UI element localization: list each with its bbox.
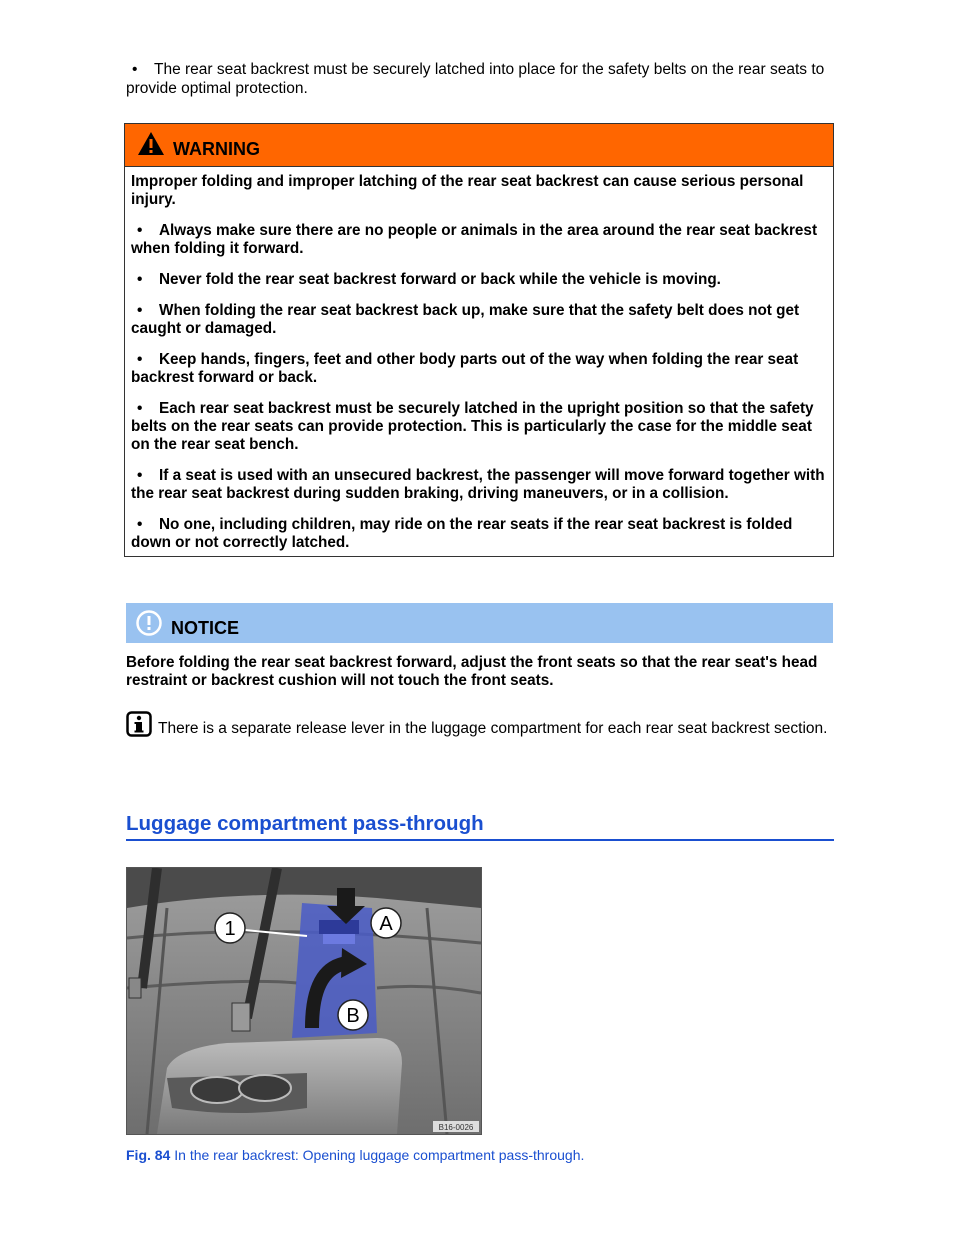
warning-item: • Keep hands, fingers, feet and other body parts out of the way when folding the rear seat backrest forward or back. [131,351,799,386]
figure-label: Fig. 84 [126,1147,171,1163]
svg-text:A: A [379,913,393,935]
warning-triangle-icon [137,131,165,161]
rear-seat-illustration [127,868,481,1134]
notice-header [126,603,833,643]
intro-text: The rear seat backrest must be securely latched into place for the safety belts on the rear seats to provide optimal protection. [126,61,825,97]
warning-title: WARNING [173,139,260,159]
warning-box [124,123,834,557]
notice-title: NOTICE [171,618,240,638]
exclamation-circle-icon [135,609,163,642]
intro-paragraph [126,60,836,98]
figure-caption [126,1147,584,1163]
warning-lead: Improper folding and improper latching of the rear seat backrest can cause serious personal injury. [131,173,804,208]
warning-header [125,124,833,167]
info-icon [126,711,152,742]
info-note-text: There is a separate release lever in the luggage compartment for each rear seat backrest section. [158,720,828,737]
warning-item: • No one, including children, may ride on the rear seats if the rear seat backrest is folded down or not correctly latched. [131,516,793,551]
warning-item: • Always make sure there are no people or animals in the area around the rear seat backrest when folding it forward. [131,222,818,257]
info-note [126,711,838,742]
figure-code: B16-0026 [438,1123,474,1132]
warning-item: • Each rear seat backrest must be securely latched in the upright position so that the safety belts on the rear seats can provide protection. This is particularly the case for the middle seat on the rear seat bench. [131,400,814,453]
section-heading: Luggage compartment pass-through [126,812,834,841]
callout-1 [215,913,245,943]
svg-text:1: 1 [224,918,236,940]
callout-b [338,1000,368,1030]
warning-item: • When folding the rear seat backrest back up, make sure that the safety belt does not get caught or damaged. [131,302,800,337]
svg-text:B: B [346,1005,360,1027]
notice-text: Before folding the rear seat backrest forward, adjust the front seats so that the rear seat's head restraint or backrest cushion will not touch the front seats. [126,654,818,689]
warning-body [125,167,833,552]
figure-caption-text: In the rear backrest: Opening luggage compartment pass-through. [174,1147,585,1163]
warning-item: • Never fold the rear seat backrest forward or back while the vehicle is moving. [137,271,721,288]
bullet: • [132,61,138,78]
callout-a [371,908,401,938]
figure-84-image [126,867,482,1135]
warning-item: • If a seat is used with an unsecured backrest, the passenger will move forward together with the rear seat backrest during sudden braking, driving maneuvers, or in a collision. [131,467,825,502]
